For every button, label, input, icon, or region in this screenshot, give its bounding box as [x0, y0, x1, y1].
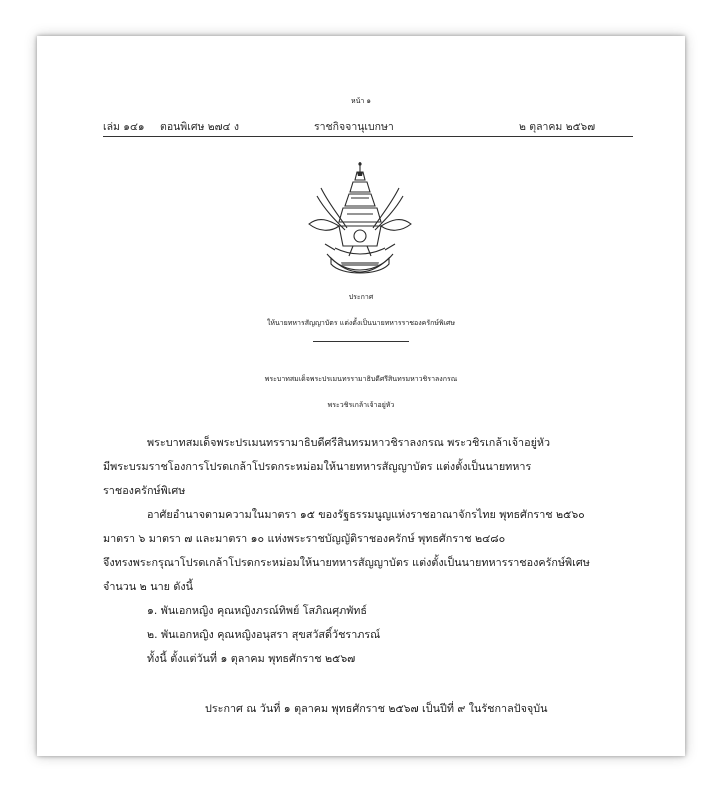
volume-number: เล่ม ๑๔๑	[103, 121, 145, 133]
paragraph-1-line-3: ราชองครักษ์พิเศษ	[103, 484, 186, 497]
paragraph-1-line-2: มีพระบรมราชโองการโปรดเกล้าโปรดกระหม่อมให้นายทหารสัญญาบัตร แต่งตั้งเป็นนายทหาร	[103, 460, 532, 473]
proclamation-date-line: ประกาศ ณ วันที่ ๑ ตุลาคม พุทธศักราช ๒๕๖๗ เป็นปีที่ ๙ ในรัชกาลปัจจุบัน	[205, 702, 548, 715]
king-name-line-2: พระวชิรเกล้าเจ้าอยู่หัว	[327, 401, 395, 409]
title-divider	[313, 341, 409, 342]
paragraph-1-line-1: พระบาทสมเด็จพระปรเมนทรรามาธิบดีศรีสินทรมหาวชิราลงกรณ พระวชิรเกล้าเจ้าอยู่หัว	[147, 436, 551, 449]
page-number: หน้า ๑	[351, 97, 371, 105]
paragraph-2-line-1: อาศัยอำนาจตามความในมาตรา ๑๕ ของรัฐธรรมนูญแห่งราชอาณาจักรไทย พุทธศักราช ๒๕๖๐	[147, 508, 585, 521]
announcement-subtitle: ให้นายทหารสัญญาบัตร แต่งตั้งเป็นนายทหารราชองครักษ์พิเศษ	[266, 319, 456, 327]
announcement-title: ประกาศ	[348, 293, 374, 301]
king-name-line-1: พระบาทสมเด็จพระปรเมนทรรามาธิบดีศรีสินทรมหาวชิราลงกรณ	[264, 375, 458, 383]
list-item: ๑. พันเอกหญิง คุณหญิงภรณ์ทิพย์ โสภิณศุภพัทธ์	[147, 604, 368, 617]
effective-date: ทั้งนี้ ตั้งแต่วันที่ ๑ ตุลาคม พุทธศักราช ๒๕๖๗	[147, 652, 356, 665]
header-rule	[103, 136, 633, 137]
list-item: ๒. พันเอกหญิง คุณหญิงอนุสรา สุขสวัสดิ์วัชราภรณ์	[147, 628, 381, 641]
document-body	[37, 36, 685, 756]
garuda-royal-emblem-icon	[295, 158, 425, 286]
special-section: ตอนพิเศษ ๒๗๔ ง	[160, 121, 239, 133]
paragraph-2-line-2: มาตรา ๖ มาตรา ๗ และมาตรา ๑๐ แห่งพระราชบัญญัติราชองครักษ์ พุทธศักราช ๒๔๘๐	[103, 532, 506, 545]
paragraph-2-line-4: จำนวน ๒ นาย ดังนี้	[103, 580, 194, 593]
paragraph-2-line-3: จึงทรงพระกรุณาโปรดเกล้าโปรดกระหม่อมให้นายทหารสัญญาบัตร แต่งตั้งเป็นนายทหารราชองครักษ์พิเศษ	[103, 556, 590, 569]
gazette-page	[37, 36, 685, 756]
gazette-name: ราชกิจจานุเบกษา	[314, 121, 394, 133]
issue-date: ๒ ตุลาคม ๒๕๖๗	[519, 121, 596, 133]
